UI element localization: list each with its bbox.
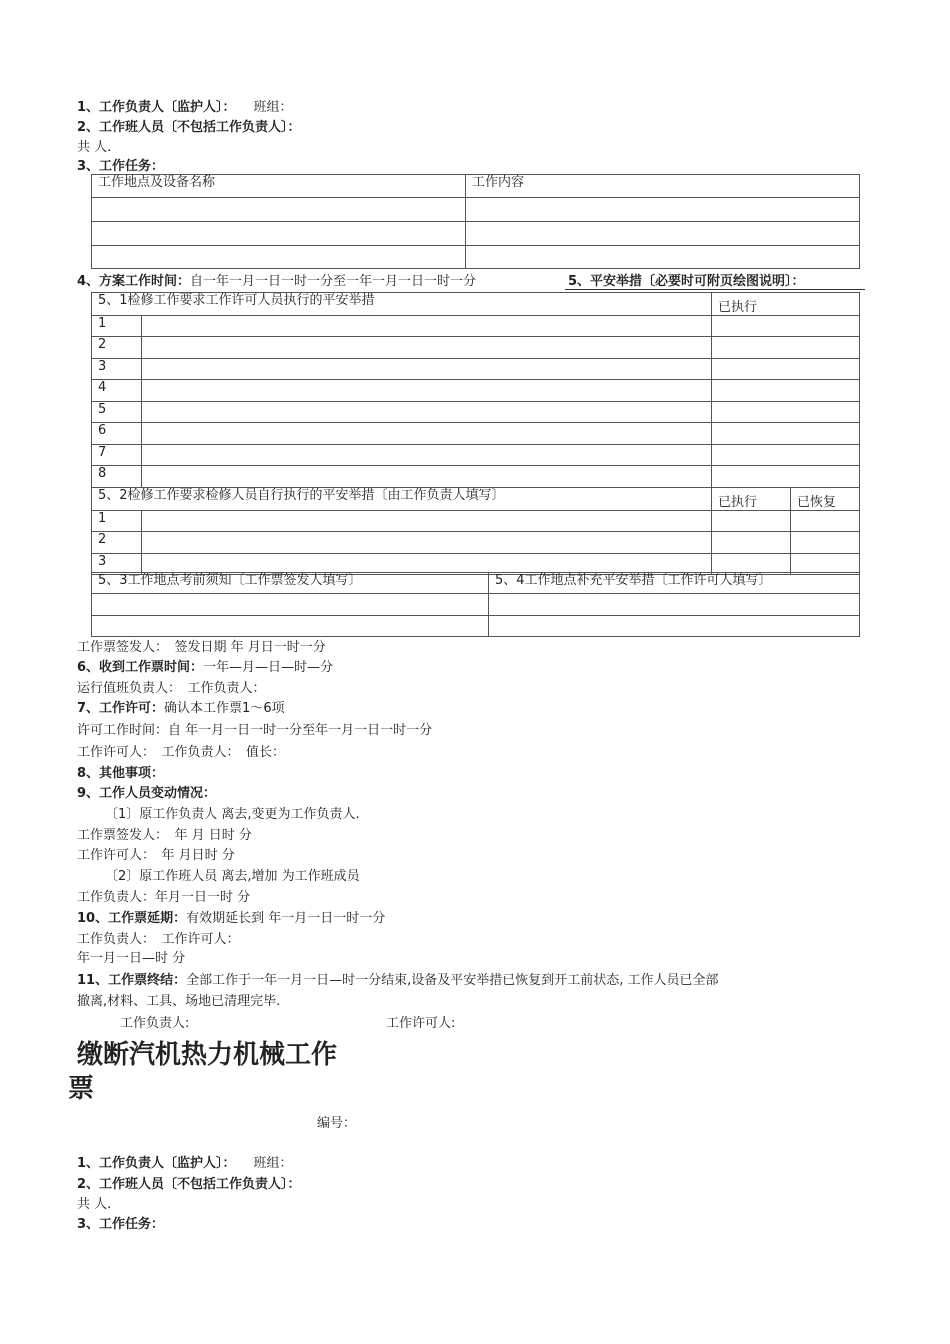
t53-header: 5、3工作地点考前须知〔工作票签发人填写〕	[92, 573, 489, 594]
extension-time: 有效期延长到 年一月一日一时一分	[186, 911, 386, 926]
change-1-issuer: 工作票签发人： 年 月 日时 分	[77, 828, 252, 843]
t52-executed-header: 已执行	[712, 488, 791, 511]
section-3-label: 3、工作任务：	[77, 159, 165, 174]
section-1	[77, 100, 293, 116]
received-time: 一年—月—日—时—分	[203, 660, 334, 675]
table-row: 1	[92, 511, 860, 532]
number-label: 编号：	[317, 1116, 357, 1131]
table-row: 8	[92, 466, 860, 488]
extension-people: 工作负责人： 工作许可人：	[77, 932, 240, 947]
termination-text-2: 撤离,材料、工具、场地已清理完毕.	[77, 994, 281, 1009]
team-group-label-b: 班组：	[253, 1156, 293, 1171]
table-row: 2	[92, 337, 860, 359]
section-5-label: 5、平安举措〔必要时可附页绘图说明〕：	[568, 274, 805, 289]
planned-time: 自一年一月一日一时一分至一年一月一日一时一分	[190, 274, 477, 289]
change-2-leader: 工作负责人：年月一日一时 分	[77, 890, 251, 905]
table-row: 2	[92, 532, 860, 554]
member-count: 共 人.	[77, 140, 112, 155]
issue-sign-line: 工作票签发人： 签发日期 年 月日一时一分	[77, 640, 326, 655]
section-1b-label: 1、工作负责人〔监护人〕：	[77, 1156, 236, 1171]
change-1-line: 〔1〕原工作负责人 离去,变更为工作负责人.	[105, 807, 360, 822]
section-4-label: 4、方案工作时间：	[77, 274, 191, 289]
section-11	[77, 973, 719, 989]
safety-table-5-3-5-4	[91, 572, 860, 637]
table-row: 1	[92, 316, 860, 337]
section-5-underline	[565, 289, 865, 290]
table-row: 6	[92, 423, 860, 445]
change-1-permit: 工作许可人： 年 月日时 分	[77, 848, 235, 863]
task-col-content: 工作内容	[466, 175, 860, 198]
section-10	[77, 911, 385, 927]
permit-confirm: 确认本工作票1〜6项	[164, 701, 285, 716]
table-row	[92, 594, 860, 616]
section-11-label: 11、工作票终结：	[77, 973, 187, 988]
table-row	[92, 616, 860, 637]
section-1b	[77, 1156, 293, 1172]
table-row	[92, 222, 860, 246]
section-1-label: 1、工作负责人〔监护人〕：	[77, 100, 236, 115]
t51-executed-header: 已执行	[712, 293, 860, 316]
section-6-label: 6、收到工作票时间：	[77, 660, 204, 675]
permit-people-line: 工作许可人： 工作负责人： 值长：	[77, 745, 286, 760]
section-3b-label: 3、工作任务：	[77, 1217, 165, 1232]
team-group-label: 班组：	[253, 100, 293, 115]
table-row: 7	[92, 445, 860, 466]
change-2-line: 〔2〕原工作班人员 离去,增加 为工作班成员	[105, 869, 360, 884]
extension-time-2: 年一月一日—时 分	[77, 951, 186, 966]
table-row	[92, 198, 860, 222]
section-7-label: 7、工作许可：	[77, 701, 165, 716]
section-7	[77, 701, 285, 717]
safety-table-5-1	[91, 292, 860, 488]
final-permit-sign: 工作许可人:	[386, 1016, 456, 1031]
t52-header: 5、2检修工作要求检修人员自行执行的平安举措〔由工作负责人填写〕	[92, 488, 712, 511]
section-8-label: 8、其他事项：	[77, 766, 165, 781]
t54-header: 5、4工作地点补充平安举措〔工作许可人填写〕	[489, 573, 860, 594]
section-2b-label: 2、工作班人员〔不包括工作负责人〕：	[77, 1177, 301, 1192]
final-leader-sign: 工作负责人:	[120, 1016, 190, 1031]
section-9-label: 9、工作人员变动情况：	[77, 786, 217, 801]
task-table	[91, 174, 860, 269]
t51-header: 5、1检修工作要求工作许可人员执行的平安举措	[92, 293, 712, 316]
table-row: 3	[92, 554, 860, 575]
task-col-location: 工作地点及设备名称	[92, 175, 466, 198]
section-6	[77, 660, 333, 676]
section-10-label: 10、工作票延期：	[77, 911, 187, 926]
termination-text: 全部工作于一年一月一日—时一分结束,设备及平安举措已恢复到开工前状态, 工作人员已全部	[186, 973, 719, 988]
safety-table-5-2	[91, 487, 860, 575]
table-row: 4	[92, 380, 860, 402]
member-count-b: 共 人.	[77, 1197, 112, 1212]
shift-leader-line: 运行值班负责人： 工作负责人：	[77, 681, 266, 696]
table-row: 5	[92, 402, 860, 423]
table-row	[92, 246, 860, 269]
permit-time-line: 许可工作时间：自 年一月一日一时一分至年一月一日一时一分	[77, 723, 433, 738]
section-2-label: 2、工作班人员〔不包括工作负责人〕：	[77, 120, 301, 135]
doc-title-line-2: 票	[68, 1074, 95, 1104]
table-row: 3	[92, 359, 860, 380]
section-4	[77, 274, 476, 290]
doc-title-line-1: 缴断汽机热力机械工作	[77, 1040, 338, 1070]
t52-restored-header: 已恢复	[791, 488, 860, 511]
